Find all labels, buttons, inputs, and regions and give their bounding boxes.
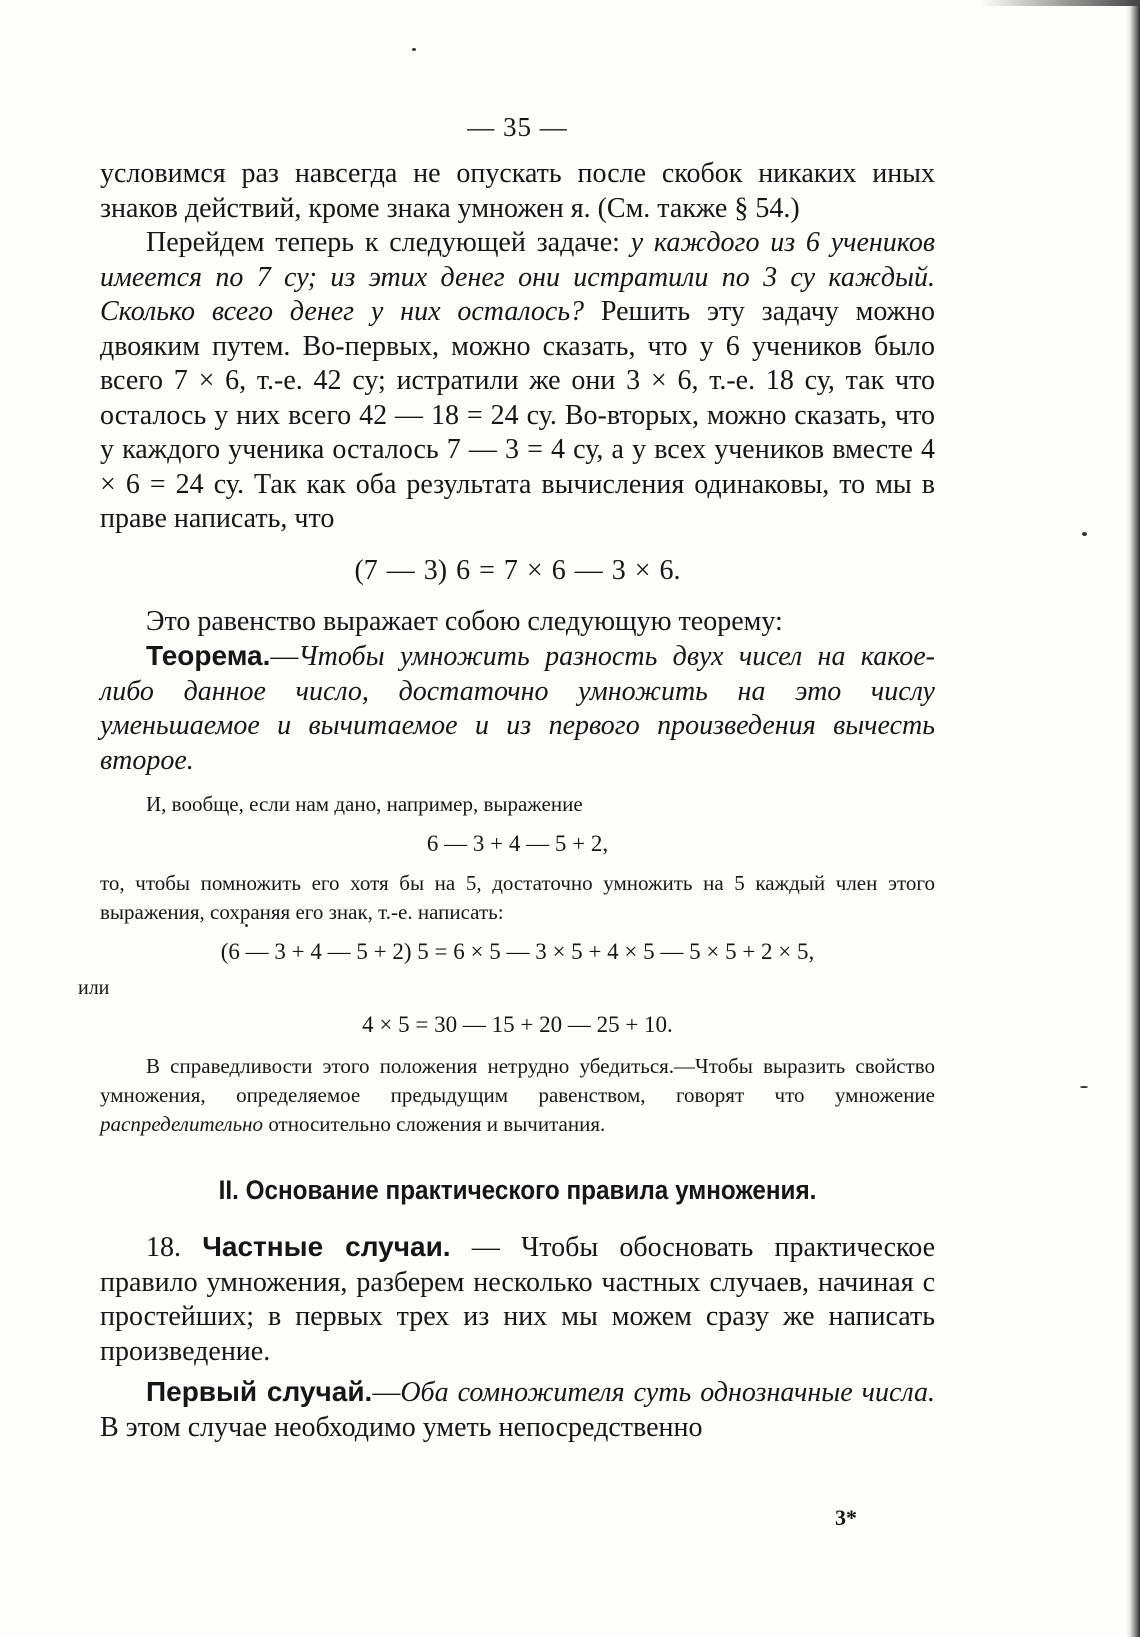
paragraph-theorem-intro: Это равенство выражает собою следующую теорему: [146, 605, 783, 637]
distributive-term: распределительно [100, 1112, 264, 1136]
theorem [100, 639, 935, 778]
problem-lead: Перейдем теперь к следующей задаче: [146, 227, 631, 258]
first-case-rest: В этом случае необходимо уметь непосредственно [100, 1411, 703, 1443]
theorem-label: Теорема. [146, 640, 271, 671]
special-cases-label: Частные случаи. [202, 1231, 451, 1262]
small-paragraph-distributive [100, 1052, 935, 1139]
paragraph-problem [100, 226, 935, 537]
paragraph-first-case [100, 1375, 935, 1445]
section-number: 18. [146, 1232, 181, 1263]
small-paragraph-example: И, вообще, если нам дано, например, выражение [146, 792, 583, 816]
problem-solution: Решить эту задачу можно двояким путем. Во-первых, можно сказать, что у 6 учеников было всего 7 × 6, т.-е. 42 су; истратили же они 3 × 6, т.-е. 18 су, так что осталось у них всего 42 — 18 = 24 су. Во-вторых, можно сказать, что у каждого ученика осталось 7 — 3 = 4 су, а у всех учеников вместе 4 × 6 = 24 су. Так как оба результата вычисления одинаковы, то мы в праве написать, что [100, 296, 935, 534]
distributive-lead: В справедливости этого положения нетрудно убедиться.—Чтобы выразить свойство умножения, определяемое предыдущим равенством, говорят что умножение [100, 1054, 935, 1107]
distributive-rest: относительно сложения и вычитания. [263, 1112, 606, 1136]
page-number: — 35 — [467, 112, 568, 142]
paragraph-special-cases [100, 1230, 935, 1369]
special-cases-text: — Чтобы обосновать практическое правило умножения, разберем несколько частных случаев, начиная с простейших; в первых трех из них мы можем сразу же написать произведение. [100, 1232, 935, 1367]
first-case-dash: — [372, 1377, 401, 1408]
word-ili: или [78, 977, 110, 999]
formula-distributive: (7 — 3) 6 = 7 × 6 — 3 × 6. [354, 554, 681, 586]
small-paragraph-explanation: то, чтобы помножить его хотя бы на 5, достаточно умножить на 5 каждый член этого выражения, сохраняя его знак, т.-е. написать: [100, 871, 935, 924]
theorem-text: Чтобы умножить разность двух чисел на какое-либо данное число, достаточно умножить на это числу уменьшаемое и вычитаемое и из первого произведения вычесть второе. [100, 641, 935, 776]
first-case-label: Первый случай. [146, 1376, 373, 1407]
signature-mark: 3* [835, 1505, 857, 1530]
paragraph-intro: условимся раз навсегда не опускать после скобок никаких иных знаков действий, кроме знака умножен я. (См. также § 54.) [100, 158, 935, 224]
formula-expanded: (6 — 3 + 4 — 5 + 2) 5 = 6 × 5 — 3 × 5 + 4 × 5 — 5 × 5 + 2 × 5, [220, 939, 815, 964]
page-text [78, 112, 935, 1445]
formula-expression: 6 — 3 + 4 — 5 + 2, [426, 831, 609, 856]
page-edge-shadow [1126, 0, 1140, 1637]
page-top-edge [980, 0, 1140, 6]
problem-statement: у каждого из 6 учеников имеется по 7 су; из этих денег они истратили по 3 су каждый. Сколько всего денег у них осталось? [100, 227, 935, 327]
print-speck [1082, 532, 1087, 536]
print-speck [1080, 1086, 1088, 1088]
section-heading: II. Основание практического правила умножения. [218, 1175, 817, 1205]
first-case-italic: Оба сомножителя суть однозначные числа. [400, 1377, 935, 1408]
theorem-dash: — [270, 641, 299, 672]
print-speck [412, 48, 416, 51]
formula-result: 4 × 5 = 30 — 15 + 20 — 25 + 10. [362, 1012, 673, 1037]
